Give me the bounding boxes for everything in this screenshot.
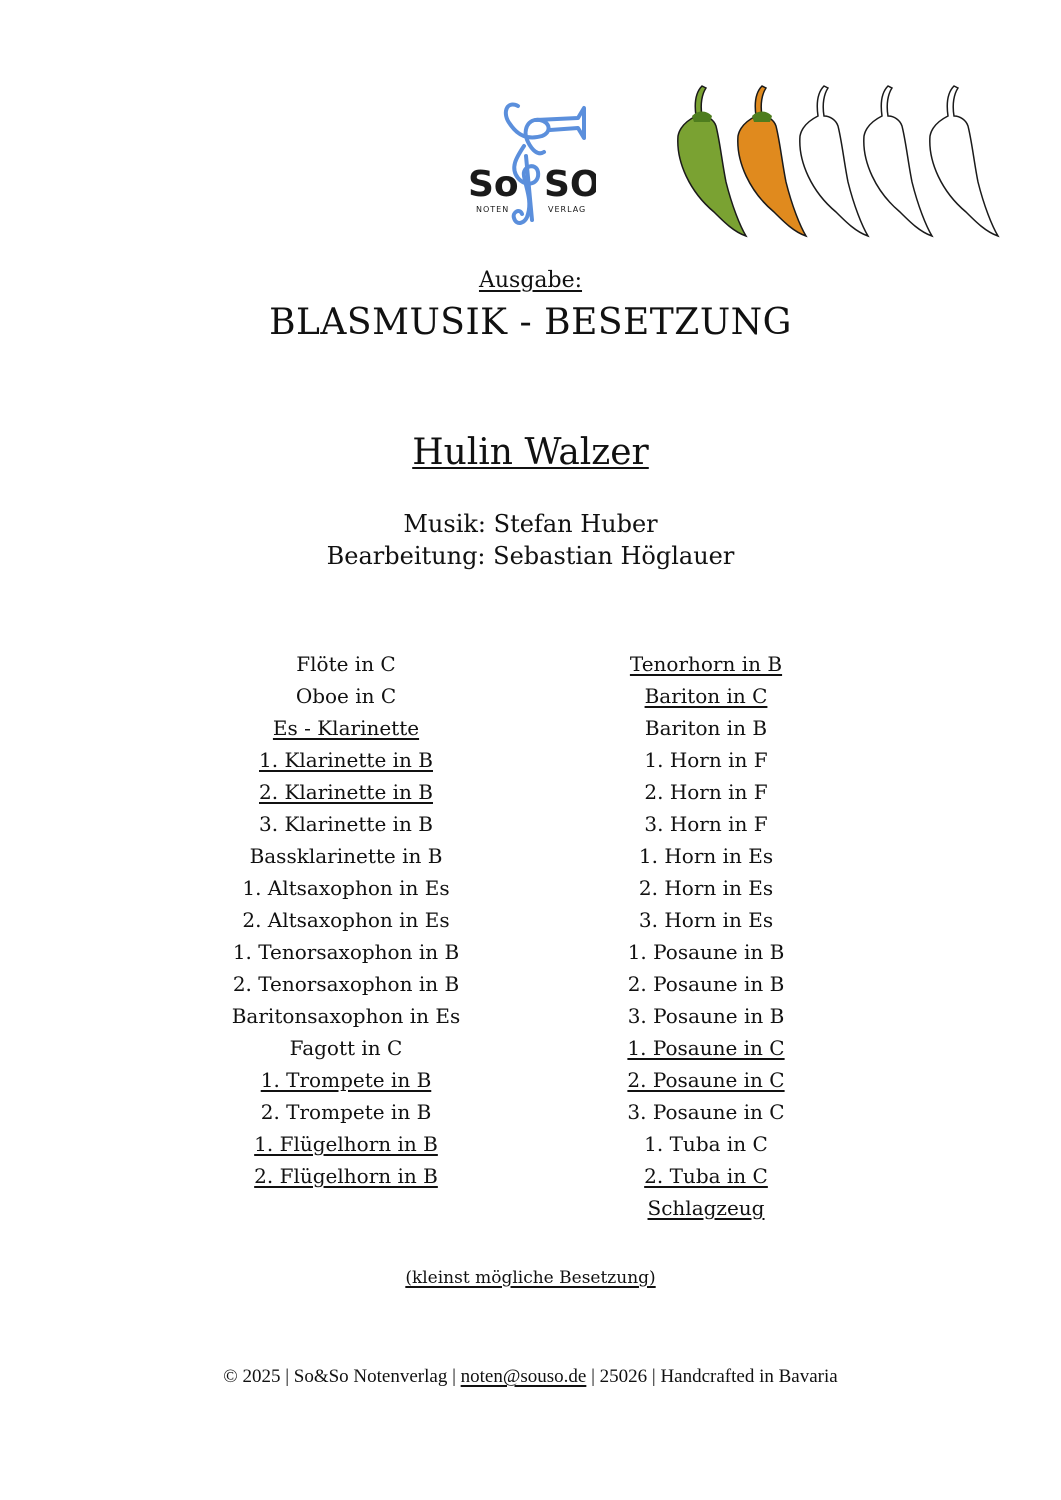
instrument-item [576,904,836,936]
instrument-item [576,1096,836,1128]
instrument-list-left [196,648,496,1192]
pepper-icon-3 [800,86,868,236]
instrument-label: 1. Tenorsaxophon in B [232,940,460,964]
instrument-item [576,1128,836,1160]
instrument-label: 2. Flügelhorn in B [254,1164,438,1188]
instrument-label: 2. Altsaxophon in Es [242,908,450,932]
edition-title: BLASMUSIK - BESETZUNG [269,302,792,343]
instrument-label: Tenorhorn in B [629,652,783,676]
instrument-item [196,872,496,904]
instrument-item [196,1064,496,1096]
instrument-label: 1. Posaune in C [627,1036,785,1060]
instrument-label: Bassklarinette in B [249,844,443,868]
instrument-label: Bariton in C [644,684,768,708]
instrument-label: 2. Posaune in B [627,972,785,996]
instrument-item [576,936,836,968]
instrument-label: 1. Horn in Es [638,844,774,868]
instrument-item [576,1032,836,1064]
instrument-label: Bariton in B [644,716,768,740]
composer-credit: Musik: Stefan Huber [403,510,658,538]
instrument-label: 3. Posaune in C [627,1100,785,1124]
footer-prefix: © 2025 | So&So Notenverlag | [223,1366,461,1387]
instrument-item [576,1160,836,1192]
logo-sub-right: VERLAG [548,205,587,214]
arranger-credit: Bearbeitung: Sebastian Höglauer [326,542,735,570]
instrument-label: 3. Posaune in B [627,1004,785,1028]
instrument-label: 1. Trompete in B [260,1068,432,1092]
publisher-logo [466,96,596,232]
piece-title [0,432,1061,473]
instrument-label: 2. Tenorsaxophon in B [232,972,460,996]
instrument-item [576,1064,836,1096]
pepper-icon-4 [864,86,932,236]
instrument-label: Schlagzeug [647,1196,765,1220]
instrument-item [576,1000,836,1032]
edition-label [0,268,1061,293]
instrument-item [196,712,496,744]
instrument-item [576,808,836,840]
credits [0,508,1061,572]
instrument-label: 3. Klarinette in B [259,812,433,836]
instrument-item [196,680,496,712]
minimum-instrumentation-note [0,1268,1061,1288]
instrument-label: 1. Horn in F [644,748,768,772]
instrument-item [576,968,836,1000]
instrument-label: 1. Altsaxophon in Es [242,876,450,900]
instrument-label: 2. Horn in F [644,780,768,804]
piece-title-text: Hulin Walzer [412,432,649,473]
pepper-icon-1 [678,86,746,236]
instrument-item [576,648,836,680]
instrument-item [196,776,496,808]
instrument-item [196,1032,496,1064]
instrument-label: 3. Horn in Es [638,908,774,932]
note-text: (kleinst mögliche Besetzung) [405,1268,656,1288]
logo-text-left: So [468,164,519,205]
instrument-item [196,936,496,968]
logo-text-right: SO [544,164,596,205]
instrument-item [196,1160,496,1192]
instrument-label: 2. Klarinette in B [259,780,433,804]
instrument-label: 3. Horn in F [644,812,768,836]
instrument-item [196,744,496,776]
footer [0,1366,1061,1388]
instrument-label: Oboe in C [295,684,397,708]
instrument-item [196,648,496,680]
trumpet-clef-icon [466,96,596,232]
instrument-label: Es - Klarinette [272,716,420,740]
instrument-label: 1. Flügelhorn in B [254,1132,438,1156]
instrument-label: Fagott in C [289,1036,403,1060]
instrument-item [576,712,836,744]
instrument-label: Baritonsaxophon in Es [231,1004,461,1028]
instrument-item [196,840,496,872]
instrument-item [576,776,836,808]
pepper-icon-2 [738,86,806,236]
pepper-icon-5 [930,86,998,236]
instrument-label: 1. Tuba in C [644,1132,768,1156]
instrument-label: Flöte in C [296,652,396,676]
instrument-item [196,1128,496,1160]
edition-label-text: Ausgabe: [478,268,583,293]
instrument-label: 2. Trompete in B [260,1100,432,1124]
instrument-item [196,808,496,840]
instrument-label: 2. Tuba in C [644,1164,768,1188]
instrument-item [196,1000,496,1032]
instrument-label: 2. Horn in Es [638,876,774,900]
instrument-item [196,904,496,936]
email-link[interactable]: noten@souso.de [460,1366,587,1387]
instrument-item [196,968,496,1000]
instrument-item [196,1096,496,1128]
instrument-label: 1. Posaune in B [627,940,785,964]
instrument-item [576,1192,836,1224]
instrument-label: 2. Posaune in C [627,1068,785,1092]
instrument-list-right [576,648,836,1224]
instrument-label: 1. Klarinette in B [259,748,433,772]
logo-sub-left: NOTEN [476,205,510,214]
footer-suffix: | 25026 | Handcrafted in Bavaria [586,1366,838,1387]
difficulty-rating [670,82,1010,244]
instrument-item [576,680,836,712]
instrument-item [576,744,836,776]
instrument-item [576,840,836,872]
instrument-item [576,872,836,904]
